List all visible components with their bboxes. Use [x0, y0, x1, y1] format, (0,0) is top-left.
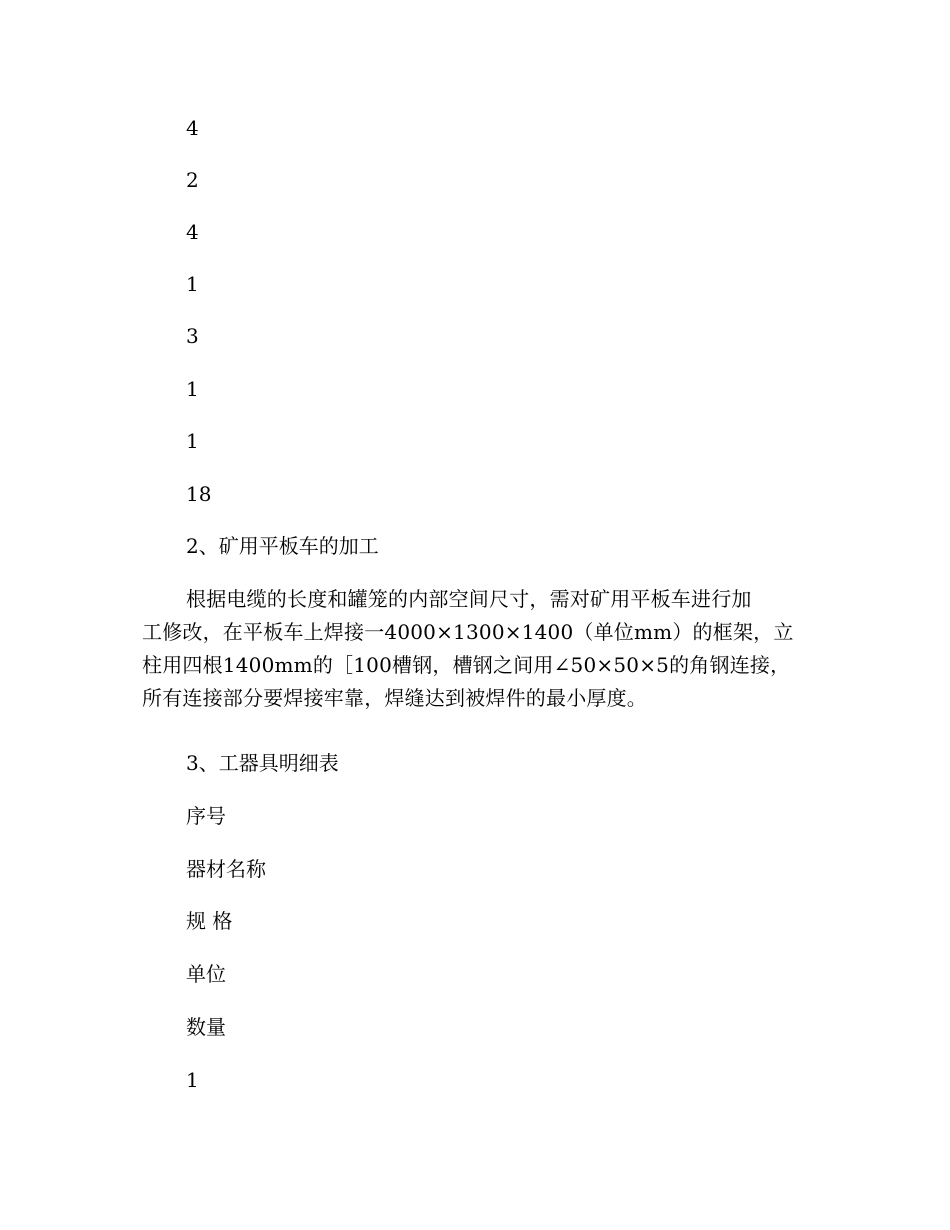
quantity-cell: 4	[186, 220, 199, 244]
table-row-index: 1	[186, 1068, 199, 1092]
quantity-cell: 1	[186, 272, 199, 296]
quantity-cell: 3	[186, 324, 199, 348]
table-header-index: 序号	[186, 804, 226, 828]
paragraph-line: 根据电缆的长度和罐笼的内部空间尺寸，需对矿用平板车进行加	[186, 587, 752, 611]
paragraph-line: 所有连接部分要焊接牢靠，焊缝达到被焊件的最小厚度。	[142, 686, 647, 710]
quantity-cell: 1	[186, 429, 199, 453]
quantity-total: 18	[186, 482, 212, 506]
section-2-heading: 2、矿用平板车的加工	[186, 534, 379, 558]
quantity-cell: 2	[186, 168, 199, 192]
quantity-cell: 4	[186, 116, 199, 140]
table-header-unit: 单位	[186, 962, 226, 986]
section-3-heading: 3、工器具明细表	[186, 751, 339, 775]
quantity-cell: 1	[186, 377, 199, 401]
table-header-spec: 规 格	[186, 909, 233, 933]
section-2-paragraph	[142, 587, 808, 719]
paragraph-line: 工修改，在平板车上焊接一4000×1300×1400（单位mm）的框架，立	[142, 620, 794, 644]
table-header-name: 器材名称	[186, 857, 266, 881]
paragraph-line: 柱用四根1400mm的［100槽钢，槽钢之间用∠50×50×5的角钢连接，	[142, 653, 791, 677]
table-header-quantity: 数量	[186, 1015, 226, 1039]
